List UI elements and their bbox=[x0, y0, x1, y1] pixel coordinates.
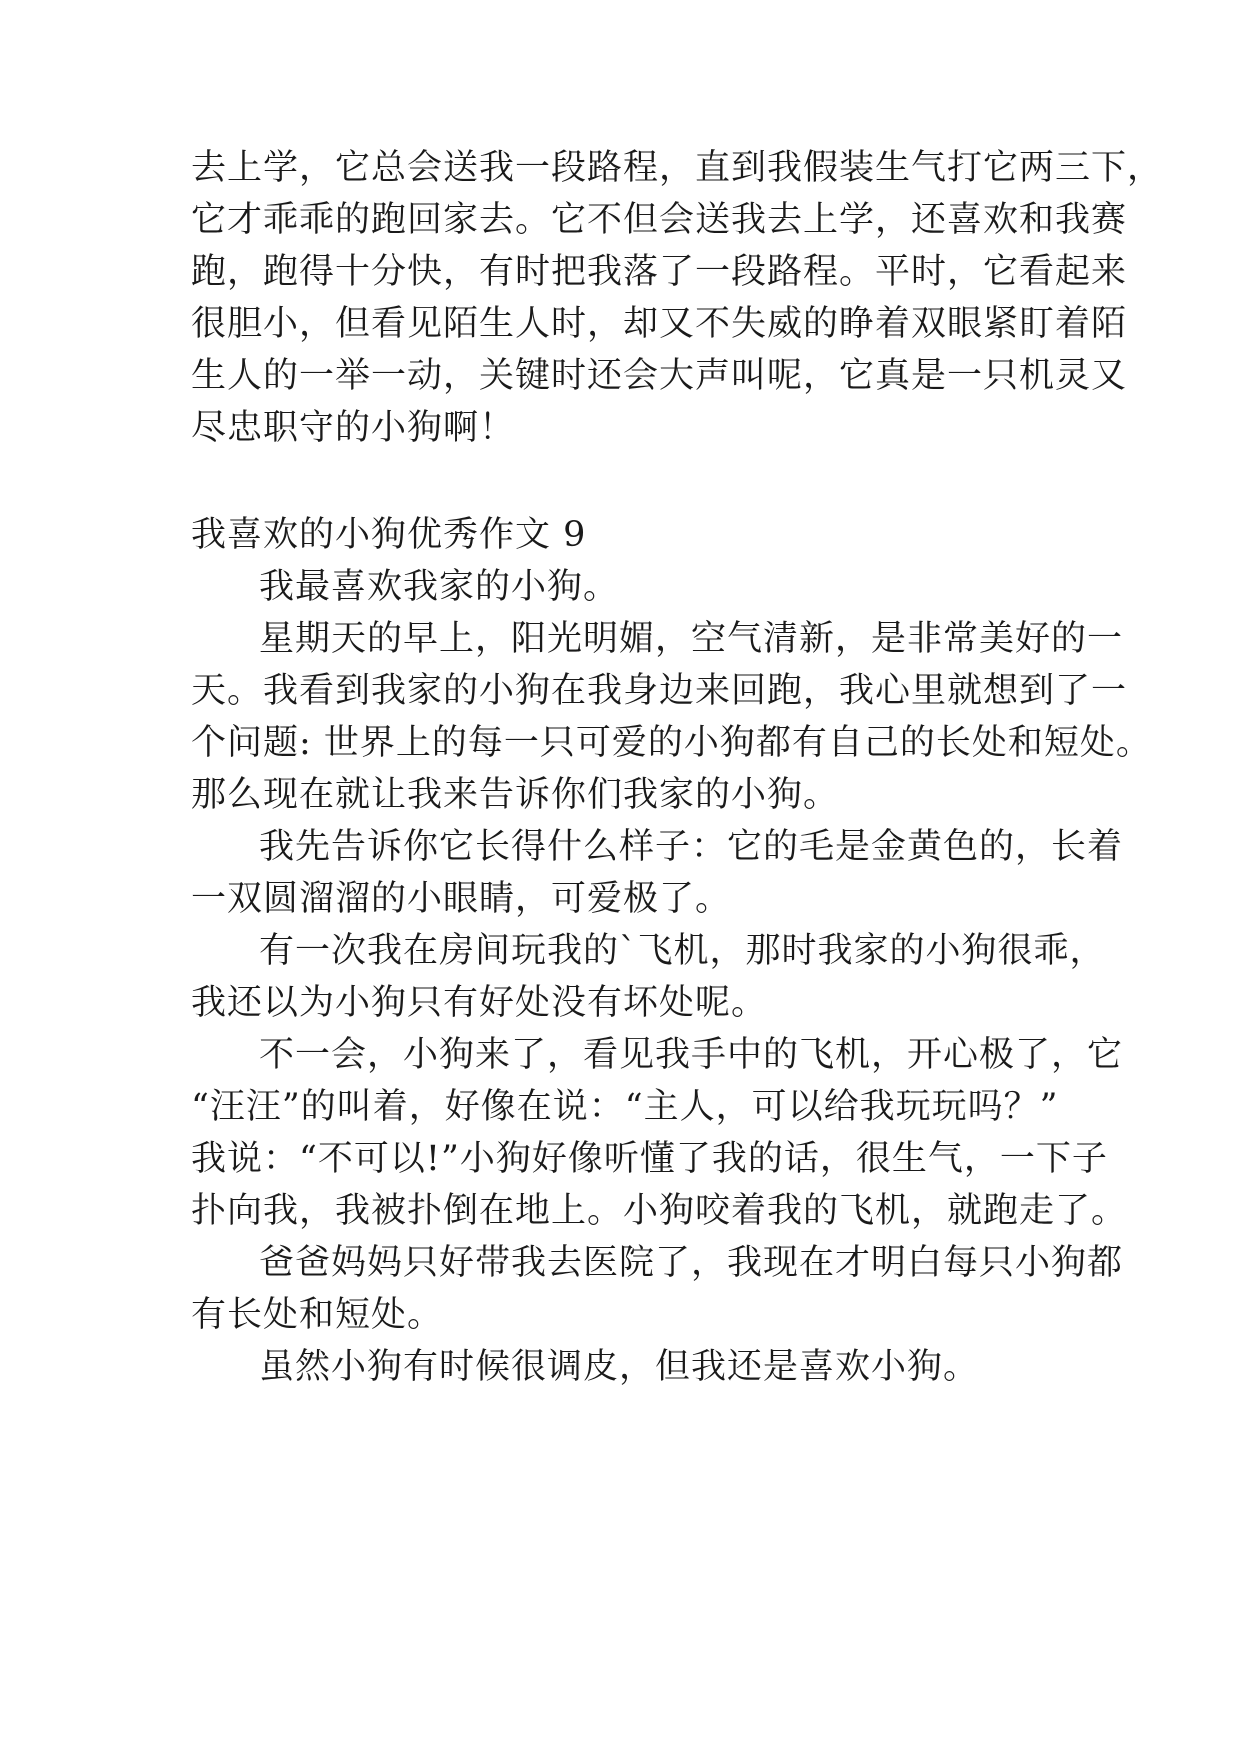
essay-line: 虽然小狗有时候很调皮，但我还是喜欢小狗。 bbox=[259, 1347, 980, 1387]
essay-line: 我还以为小狗只有好处没有坏处呢。 bbox=[191, 983, 768, 1023]
continuation-line: 尽忠职守的小狗啊！ bbox=[191, 408, 516, 448]
essay-line: 有一次我在房间玩我的`飞机，那时我家的小狗很乖， bbox=[259, 931, 1106, 971]
essay-line: 我先告诉你它长得什么样子：它的毛是金黄色的，长着 bbox=[259, 827, 1124, 867]
continuation-line: 很胆小，但看见陌生人时，却又不失威的睁着双眼紧盯着陌 bbox=[191, 304, 1128, 344]
essay-line: 天。我看到我家的小狗在我身边来回跑，我心里就想到了一 bbox=[191, 671, 1128, 711]
essay-line: 我说：“不可以!”小狗好像听懂了我的话，很生气，一下子 bbox=[191, 1139, 1108, 1179]
essay-line: 星期天的早上，阳光明媚，空气清新，是非常美好的一 bbox=[259, 619, 1124, 659]
continuation-line: 它才乖乖的跑回家去。它不但会送我去上学，还喜欢和我赛 bbox=[191, 200, 1128, 240]
continuation-line: 跑，跑得十分快，有时把我落了一段路程。平时，它看起来 bbox=[191, 252, 1128, 292]
essay-line: 有长处和短处。 bbox=[191, 1295, 444, 1335]
essay-line: 爸爸妈妈只好带我去医院了，我现在才明白每只小狗都 bbox=[259, 1243, 1124, 1283]
essay-line: 个问题: 世界上的每一只可爱的小狗都有自己的长处和短处。 bbox=[191, 723, 1152, 763]
essay-line: 一双圆溜溜的小眼睛，可爱极了。 bbox=[191, 879, 732, 919]
continuation-line: 去上学，它总会送我一段路程，直到我假装生气打它两三下， bbox=[191, 148, 1164, 188]
essay-line: 我最喜欢我家的小狗。 bbox=[259, 567, 620, 607]
continuation-line: 生人的一举一动，关键时还会大声叫呢，它真是一只机灵又 bbox=[191, 356, 1128, 396]
essay-line: 不一会，小狗来了，看见我手中的飞机，开心极了，它 bbox=[259, 1035, 1124, 1075]
essay-title: 我喜欢的小狗优秀作文 9 bbox=[191, 515, 587, 555]
essay-line: “汪汪”的叫着，好像在说：“主人，可以给我玩玩吗？” bbox=[191, 1087, 1059, 1127]
essay-line: 那么现在就让我来告诉你们我家的小狗。 bbox=[191, 775, 840, 815]
essay-line: 扑向我，我被扑倒在地上。小狗咬着我的飞机，就跑走了。 bbox=[191, 1191, 1128, 1231]
